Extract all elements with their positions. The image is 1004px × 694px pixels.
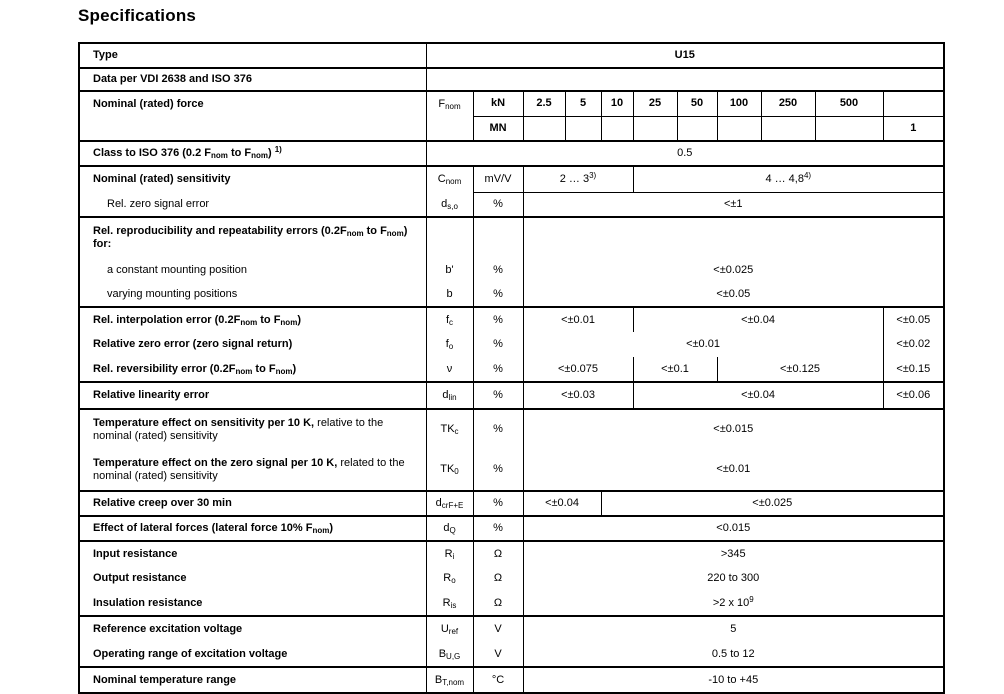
force-mn-value xyxy=(523,116,565,141)
force-kn-value: 500 xyxy=(815,91,883,116)
table-row xyxy=(79,307,944,332)
zero-signal-value: <±1 xyxy=(523,192,944,217)
temp-zero-label xyxy=(79,449,426,491)
reversibility-value: <±0.075 xyxy=(523,357,633,382)
data-per-label: Data per VDI 2638 and ISO 376 xyxy=(79,68,426,91)
interpolation-label: Rel. interpolation error ($0.2F_{nom}$ to $F_{nom}$) xyxy=(79,307,426,332)
repro-header-label: Rel. reproducibility and repeatability errors ($0.2F_{nom}$ to $F_{nom}$) for: xyxy=(79,217,426,258)
type-label: Type xyxy=(93,49,118,61)
force-kn-value: 2.5 xyxy=(523,91,565,116)
specifications-table xyxy=(78,42,945,694)
output-resistance-unit: Ω xyxy=(473,566,523,591)
input-resistance-unit: Ω xyxy=(473,541,523,566)
operating-excitation-unit: V xyxy=(473,642,523,667)
table-row xyxy=(79,591,944,616)
insulation-resistance-unit: Ω xyxy=(473,591,523,616)
lateral-unit: % xyxy=(473,516,523,541)
reversibility-unit: % xyxy=(473,357,523,382)
output-resistance-symbol: $R_o$ xyxy=(426,566,473,591)
linearity-value: <±0.06 xyxy=(883,382,944,409)
clipped-row-value: -10 to +45 xyxy=(523,667,944,693)
force-mn-value xyxy=(815,116,883,141)
reversibility-symbol: ν xyxy=(426,357,473,382)
varying-mounting-value: <±0.05 xyxy=(523,282,944,307)
table-row xyxy=(79,258,944,282)
force-kn-value: 5 xyxy=(565,91,601,116)
linearity-label: Relative linearity error xyxy=(79,382,426,409)
force-mn-value xyxy=(717,116,761,141)
force-mn-value xyxy=(601,116,633,141)
table-row xyxy=(79,43,944,68)
temp-zero-label-rest: related to the nominal (rated) sensitivity xyxy=(93,456,405,482)
table-row xyxy=(79,166,944,192)
sensitivity-value-high: 4 … 4,8$^{4)}$ xyxy=(633,166,944,192)
force-mn-value: 1 xyxy=(883,116,944,141)
class-iso-label: Class to ISO 376 (0.2 $F_{nom}$ to $F_{nom}$) $^{1)}$ xyxy=(79,141,426,166)
constant-mounting-value: <±0.025 xyxy=(523,258,944,282)
linearity-value: <±0.03 xyxy=(523,382,633,409)
lateral-label: Effect of lateral forces (lateral force 10% $F_{nom}$) xyxy=(79,516,426,541)
page-title: Specifications xyxy=(78,6,197,25)
zero-signal-label: Rel. zero signal error xyxy=(107,197,210,210)
insulation-resistance-symbol: $R_{is}$ xyxy=(426,591,473,616)
temp-zero-label-bold: Temperature effect on the zero signal per 10 K, xyxy=(93,456,338,469)
table-row xyxy=(79,616,944,642)
table-row xyxy=(79,566,944,591)
operating-excitation-symbol: $B_{U,G}$ xyxy=(426,642,473,667)
table-row xyxy=(79,68,944,91)
force-mn-value xyxy=(677,116,717,141)
creep-unit: % xyxy=(473,491,523,516)
table-row xyxy=(79,91,944,116)
operating-excitation-label: Operating range of excitation voltage xyxy=(93,647,288,660)
temp-sensitivity-value: <±0.015 xyxy=(523,409,944,449)
force-unit-mn: MN xyxy=(473,116,523,141)
ref-excitation-label: Reference excitation voltage xyxy=(79,616,426,642)
creep-value: <±0.04 xyxy=(523,491,601,516)
clipped-row-symbol: $B_{T,nom}$ xyxy=(426,667,473,693)
clipped-row-label: Nominal temperature range xyxy=(79,667,426,693)
zero-error-symbol: $f_o$ xyxy=(426,332,473,357)
zero-signal-unit: % xyxy=(473,192,523,217)
temp-zero-symbol: $TK_0$ xyxy=(426,449,473,491)
linearity-symbol: $d_{lin}$ xyxy=(426,382,473,409)
table-row xyxy=(79,357,944,382)
linearity-value: <±0.04 xyxy=(633,382,883,409)
table-row xyxy=(79,332,944,357)
table-row xyxy=(79,642,944,667)
force-label: Nominal (rated) force xyxy=(79,91,426,141)
table-row xyxy=(79,491,944,516)
reversibility-value: <±0.125 xyxy=(717,357,883,382)
table-row xyxy=(79,516,944,541)
interpolation-value: <±0.01 xyxy=(523,307,633,332)
force-kn-value xyxy=(883,91,944,116)
creep-symbol: $d_{crF+E}$ xyxy=(426,491,473,516)
table-row xyxy=(79,192,944,217)
type-value: U15 xyxy=(426,43,944,68)
force-kn-value: 10 xyxy=(601,91,633,116)
repro-header-value xyxy=(523,217,944,258)
force-kn-value: 100 xyxy=(717,91,761,116)
operating-excitation-value: 0.5 to 12 xyxy=(523,642,944,667)
input-resistance-symbol: $R_i$ xyxy=(426,541,473,566)
class-iso-value: 0.5 xyxy=(426,141,944,166)
zero-error-label: Relative zero error (zero signal return) xyxy=(93,338,293,350)
temp-zero-value: <±0.01 xyxy=(523,449,944,491)
force-mn-value xyxy=(761,116,815,141)
sensitivity-label: Nominal (rated) sensitivity xyxy=(79,166,426,192)
force-kn-value: 50 xyxy=(677,91,717,116)
output-resistance-value: 220 to 300 xyxy=(523,566,944,591)
creep-value: <±0.025 xyxy=(601,491,944,516)
insulation-resistance-label: Insulation resistance xyxy=(93,596,203,609)
force-unit-kn: kN xyxy=(473,91,523,116)
table-row xyxy=(79,449,944,491)
table-row xyxy=(79,217,944,258)
temp-zero-unit: % xyxy=(473,449,523,491)
temp-sensitivity-label-rest: relative to the nominal (rated) sensitivity xyxy=(93,416,384,442)
input-resistance-label: Input resistance xyxy=(79,541,426,566)
ref-excitation-unit: V xyxy=(473,616,523,642)
input-resistance-value: >345 xyxy=(523,541,944,566)
constant-mounting-unit: % xyxy=(473,258,523,282)
force-symbol: $F_{nom}$ xyxy=(426,91,473,141)
sensitivity-value-low: 2 … 3$^{3)}$ xyxy=(523,166,633,192)
table-row xyxy=(79,382,944,409)
force-kn-value: 250 xyxy=(761,91,815,116)
lateral-symbol: $d_Q$ xyxy=(426,516,473,541)
interpolation-value: <±0.05 xyxy=(883,307,944,332)
reversibility-value: <±0.15 xyxy=(883,357,944,382)
output-resistance-label: Output resistance xyxy=(93,572,187,584)
ref-excitation-symbol: $U_{ref}$ xyxy=(426,616,473,642)
interpolation-value: <±0.04 xyxy=(633,307,883,332)
zero-error-unit: % xyxy=(473,332,523,357)
varying-mounting-label: varying mounting positions xyxy=(107,287,238,300)
creep-label: Relative creep over 30 min xyxy=(79,491,426,516)
reversibility-label: Rel. reversibility error ($0.2F_{nom}$ to $F_{nom}$) xyxy=(93,362,297,376)
varying-mounting-symbol: b xyxy=(426,282,473,307)
zero-signal-symbol: $d_{s,o}$ xyxy=(426,192,473,217)
data-per-value xyxy=(426,68,944,91)
table-row xyxy=(79,282,944,307)
force-kn-value: 25 xyxy=(633,91,677,116)
varying-mounting-unit: % xyxy=(473,282,523,307)
table-row xyxy=(79,409,944,449)
repro-header-unit xyxy=(473,217,523,258)
table-row xyxy=(79,667,944,693)
force-mn-value xyxy=(633,116,677,141)
zero-error-value: <±0.02 xyxy=(883,332,944,357)
clipped-row-unit: °C xyxy=(473,667,523,693)
ref-excitation-value: 5 xyxy=(523,616,944,642)
repro-header-symbol xyxy=(426,217,473,258)
linearity-unit: % xyxy=(473,382,523,409)
table-row xyxy=(79,141,944,166)
constant-mounting-label: a constant mounting position xyxy=(107,263,248,276)
temp-sensitivity-label-bold: Temperature effect on sensitivity per 10 K, xyxy=(93,416,315,429)
interpolation-symbol: $f_c$ xyxy=(426,307,473,332)
reversibility-value: <±0.1 xyxy=(633,357,717,382)
force-mn-value xyxy=(565,116,601,141)
temp-sensitivity-label xyxy=(79,409,426,449)
sensitivity-symbol: $C_{nom}$ xyxy=(426,166,473,192)
lateral-value: <0.015 xyxy=(523,516,944,541)
interpolation-unit: % xyxy=(473,307,523,332)
zero-error-value: <±0.01 xyxy=(523,332,883,357)
constant-mounting-symbol: b' xyxy=(426,258,473,282)
sensitivity-unit: mV/V xyxy=(473,166,523,192)
temp-sensitivity-symbol: $TK_c$ xyxy=(426,409,473,449)
temp-sensitivity-unit: % xyxy=(473,409,523,449)
table-row xyxy=(79,541,944,566)
insulation-resistance-value: >2 x $10^9$ xyxy=(523,591,944,616)
